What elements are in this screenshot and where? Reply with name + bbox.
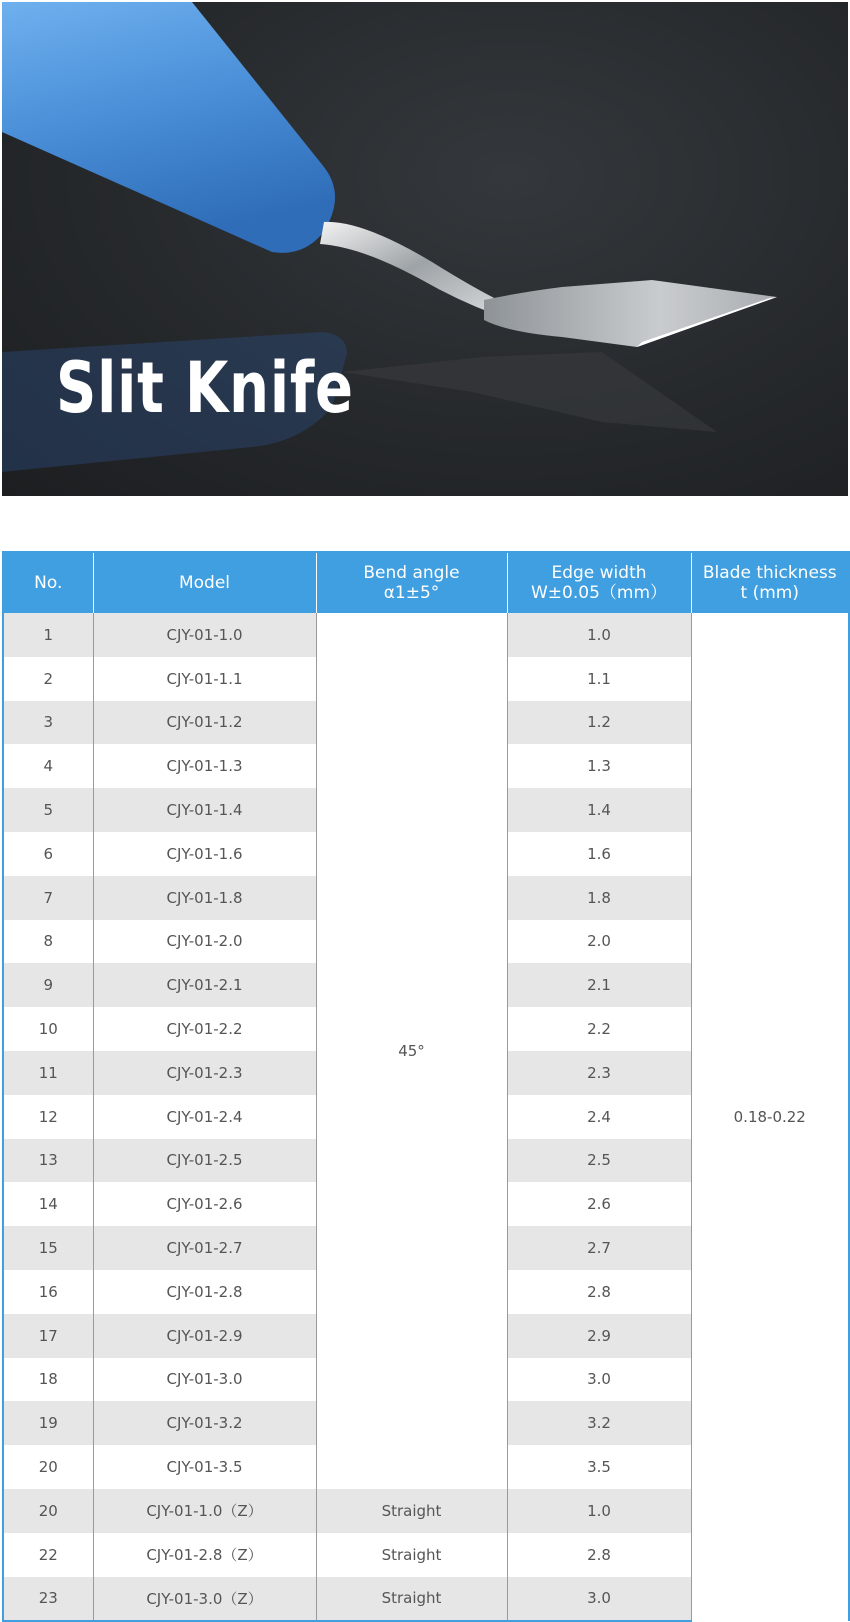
table-row	[3, 613, 849, 657]
cell-bend-angle: Straight	[316, 1489, 507, 1533]
cell-edge-width: 1.6	[507, 832, 691, 876]
cell-no: 15	[3, 1226, 93, 1270]
cell-edge-width: 2.4	[507, 1095, 691, 1139]
cell-no: 22	[3, 1533, 93, 1577]
cell-no: 5	[3, 788, 93, 832]
cell-edge-width: 2.1	[507, 963, 691, 1007]
header-model: Model	[93, 552, 316, 613]
cell-model: CJY-01-1.4	[93, 788, 316, 832]
header-blade-thickness	[691, 552, 849, 613]
cell-no: 9	[3, 963, 93, 1007]
cell-edge-width: 1.8	[507, 876, 691, 920]
cell-edge-width: 3.0	[507, 1358, 691, 1402]
table-body	[3, 613, 849, 1621]
cell-bend-angle-merged: 45°	[316, 613, 507, 1489]
cell-edge-width: 1.0	[507, 1489, 691, 1533]
cell-no: 1	[3, 613, 93, 657]
cell-model: CJY-01-3.0（Z）	[93, 1577, 316, 1622]
header-bend-angle-line1: Bend angle	[363, 563, 460, 583]
cell-edge-width: 2.8	[507, 1270, 691, 1314]
cell-model: CJY-01-1.0	[93, 613, 316, 657]
specification-table	[2, 551, 850, 1622]
cell-no: 7	[3, 876, 93, 920]
cell-edge-width: 2.3	[507, 1051, 691, 1095]
cell-edge-width: 2.5	[507, 1139, 691, 1183]
cell-model: CJY-01-1.0（Z）	[93, 1489, 316, 1533]
cell-no: 16	[3, 1270, 93, 1314]
cell-no: 4	[3, 744, 93, 788]
cell-no: 18	[3, 1358, 93, 1402]
product-hero-image	[2, 2, 848, 496]
cell-model: CJY-01-2.6	[93, 1182, 316, 1226]
cell-model: CJY-01-2.2	[93, 1007, 316, 1051]
cell-no: 8	[3, 920, 93, 964]
cell-edge-width: 2.0	[507, 920, 691, 964]
header-bend-angle-line2: α1±5°	[383, 583, 440, 603]
cell-no: 17	[3, 1314, 93, 1358]
cell-edge-width: 3.0	[507, 1577, 691, 1622]
header-edge-width	[507, 552, 691, 613]
cell-model: CJY-01-1.8	[93, 876, 316, 920]
cell-blade-thickness-merged: 0.18-0.22	[691, 613, 849, 1621]
cell-no: 20	[3, 1489, 93, 1533]
cell-no: 19	[3, 1401, 93, 1445]
cell-model: CJY-01-3.5	[93, 1445, 316, 1489]
header-bend-angle	[316, 552, 507, 613]
cell-edge-width: 3.2	[507, 1401, 691, 1445]
cell-no: 12	[3, 1095, 93, 1139]
cell-model: CJY-01-2.1	[93, 963, 316, 1007]
cell-bend-angle: Straight	[316, 1577, 507, 1622]
cell-no: 10	[3, 1007, 93, 1051]
cell-edge-width: 3.5	[507, 1445, 691, 1489]
cell-no: 3	[3, 701, 93, 745]
cell-model: CJY-01-1.6	[93, 832, 316, 876]
cell-edge-width: 2.2	[507, 1007, 691, 1051]
cell-no: 11	[3, 1051, 93, 1095]
header-edge-width-line1: Edge width	[551, 563, 647, 583]
cell-edge-width: 2.6	[507, 1182, 691, 1226]
cell-model: CJY-01-2.7	[93, 1226, 316, 1270]
cell-no: 23	[3, 1577, 93, 1622]
cell-model: CJY-01-2.9	[93, 1314, 316, 1358]
cell-edge-width: 2.9	[507, 1314, 691, 1358]
cell-model: CJY-01-1.1	[93, 657, 316, 701]
cell-model: CJY-01-2.4	[93, 1095, 316, 1139]
header-blade-thickness-line1: Blade thickness	[702, 563, 837, 583]
cell-edge-width: 1.0	[507, 613, 691, 657]
cell-model: CJY-01-3.2	[93, 1401, 316, 1445]
cell-no: 20	[3, 1445, 93, 1489]
product-title: Slit Knife	[56, 347, 354, 429]
cell-model: CJY-01-3.0	[93, 1358, 316, 1402]
cell-edge-width: 1.1	[507, 657, 691, 701]
cell-no: 6	[3, 832, 93, 876]
cell-model: CJY-01-2.8	[93, 1270, 316, 1314]
cell-model: CJY-01-2.3	[93, 1051, 316, 1095]
header-no: No.	[3, 552, 93, 613]
header-blade-thickness-line2: t (mm)	[740, 583, 799, 603]
cell-model: CJY-01-2.0	[93, 920, 316, 964]
cell-no: 13	[3, 1139, 93, 1183]
cell-no: 2	[3, 657, 93, 701]
table-header-row	[3, 552, 849, 613]
cell-edge-width: 1.2	[507, 701, 691, 745]
cell-no: 14	[3, 1182, 93, 1226]
cell-model: CJY-01-1.2	[93, 701, 316, 745]
header-edge-width-line2: W±0.05（mm）	[530, 583, 668, 603]
cell-edge-width: 2.7	[507, 1226, 691, 1270]
cell-edge-width: 1.4	[507, 788, 691, 832]
cell-edge-width: 2.8	[507, 1533, 691, 1577]
cell-model: CJY-01-2.8（Z）	[93, 1533, 316, 1577]
cell-model: CJY-01-1.3	[93, 744, 316, 788]
cell-edge-width: 1.3	[507, 744, 691, 788]
cell-bend-angle: Straight	[316, 1533, 507, 1577]
cell-model: CJY-01-2.5	[93, 1139, 316, 1183]
